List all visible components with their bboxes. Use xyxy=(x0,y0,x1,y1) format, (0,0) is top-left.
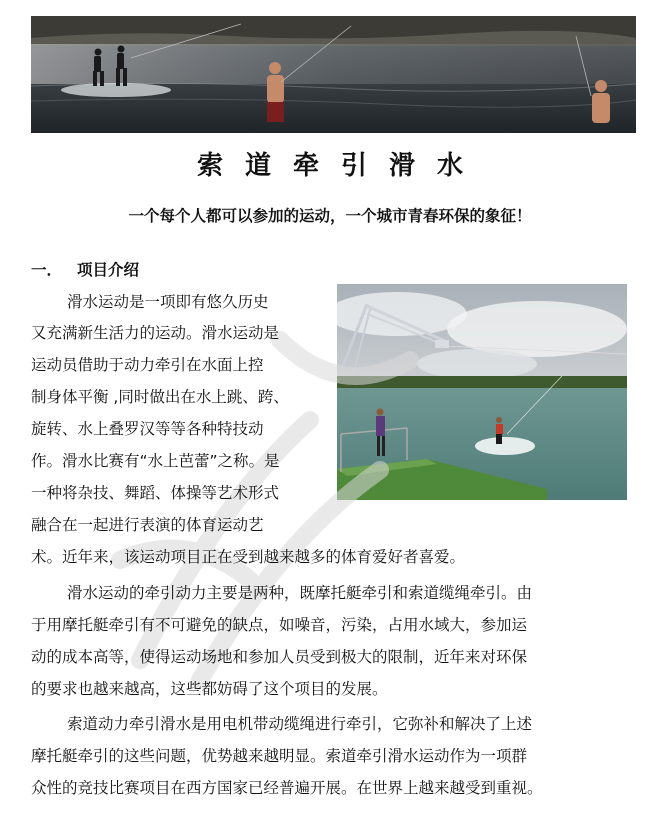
page-title: 索道牵引滑水 xyxy=(196,151,485,181)
paragraph-1-line-2: 又充满新生活力的运动。滑水运动是 xyxy=(31,324,280,342)
paragraph-2-line-1: 滑水运动的牵引动力主要是两种，既摩托艇牵引和索道缆绳牵引。由 xyxy=(67,584,533,602)
paragraph-1-line-3: 运动员借助于动力牵引在水面上控 xyxy=(31,356,264,374)
paragraph-1-line-4: 制身体平衡 ,同时做出在水上跳、跨、 xyxy=(31,388,289,406)
paragraph-1-line-7: 一种将杂技、舞蹈、体操等艺术形式 xyxy=(31,484,280,502)
paragraph-2-line-4: 的要求也越来越高，这些都妨碍了这个项目的发展。 xyxy=(31,680,388,698)
paragraph-1-line-9: 术。近年来，该运动项目正在受到越来越多的体育爱好者喜爱。 xyxy=(31,548,466,566)
paragraph-2-line-3: 动的成本高等，使得运动场地和参加人员受到极大的限制，近年来对环保 xyxy=(31,648,528,666)
paragraph-3-line-3: 众性的竞技比赛项目在西方国家已经普遍开展。在世界上越来越受到重视。 xyxy=(31,779,543,797)
paragraph-3-line-2: 摩托艇牵引的这些问题，优势越来越明显。索道牵引滑水运动作为一项群 xyxy=(31,747,528,765)
paragraph-1-line-5: 旋转、水上叠罗汉等等各种特技动 xyxy=(31,420,264,438)
paragraph-1-line-6: 作。滑水比赛有“水上芭蕾”之称。是 xyxy=(31,452,280,470)
paragraph-1-line-1: 滑水运动是一项即有悠久历史 xyxy=(67,293,269,311)
section-number: 一． xyxy=(31,261,63,279)
header-banner-image xyxy=(31,16,636,133)
cable-wakeboard-photo xyxy=(337,284,627,500)
page-subtitle: 一个每个人都可以参加的运动，一个城市青春环保的象征！ xyxy=(128,207,532,225)
paragraph-2-line-2: 于用摩托艇牵引有不可避免的缺点，如噪音，污染，占用水域大，参加运 xyxy=(31,616,528,634)
paragraph-1-line-8: 融合在一起进行表演的体育运动艺 xyxy=(31,516,264,534)
section-heading xyxy=(31,258,139,282)
paragraph-3-line-1: 索道动力牵引滑水是用电机带动缆绳进行牵引，它弥补和解决了上述 xyxy=(67,715,533,733)
section-title: 项目介绍 xyxy=(77,261,140,279)
